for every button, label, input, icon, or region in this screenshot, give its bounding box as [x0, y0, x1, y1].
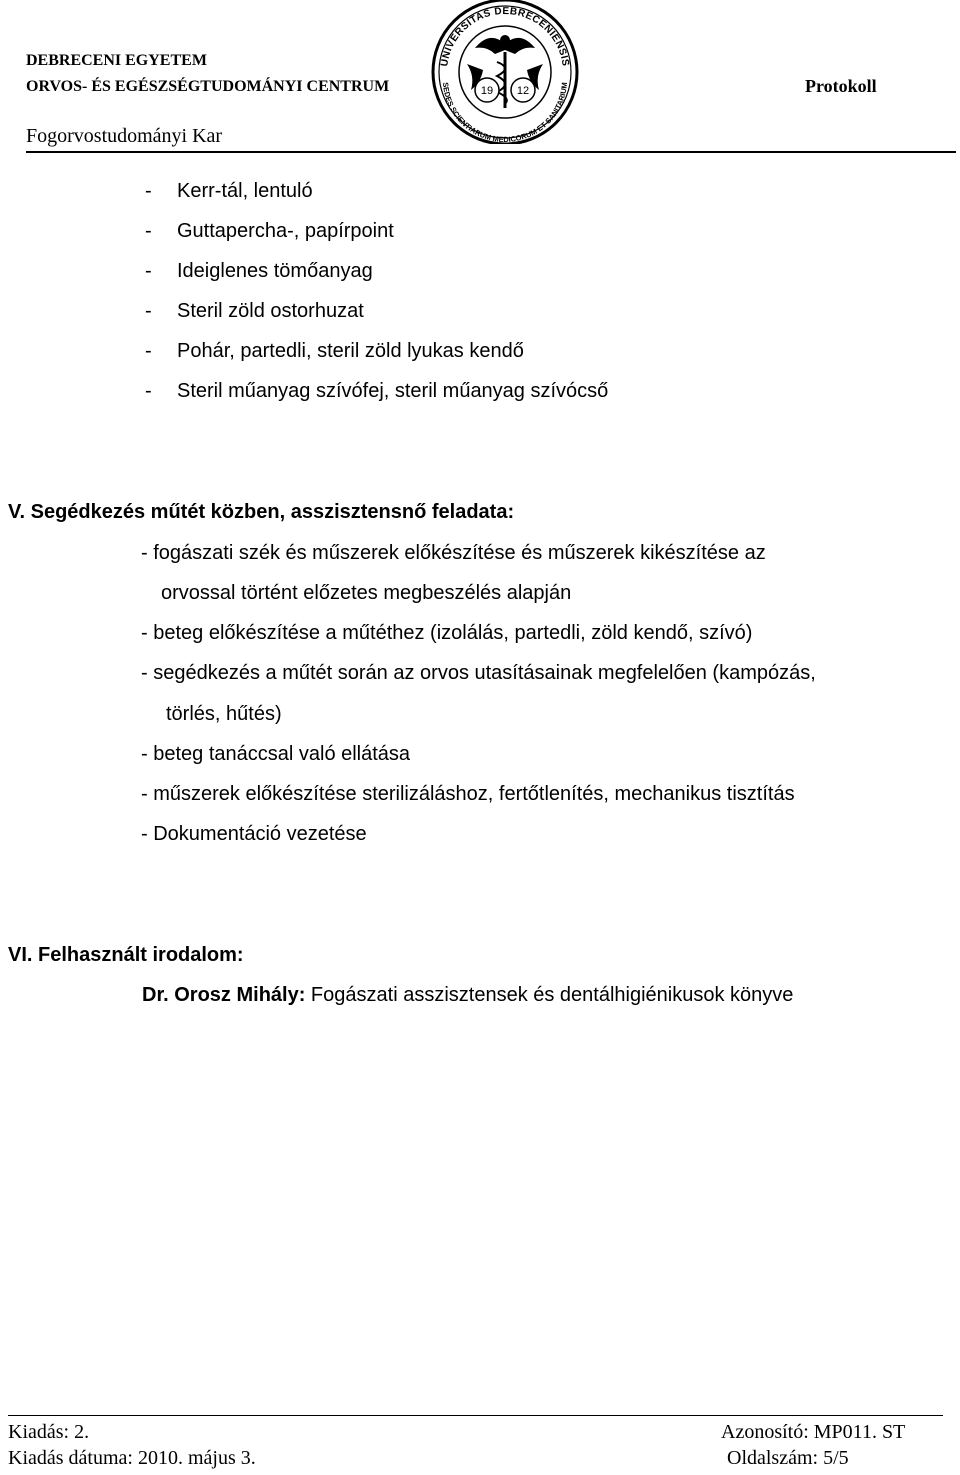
reference-title: Fogászati asszisztensek és dentálhigiénikusok könyve [305, 984, 794, 1006]
svg-text:UNIVERSITAS DEBRECENIENSIS: UNIVERSITAS DEBRECENIENSIS [439, 5, 571, 68]
list-item: - Ideiglenes tömőanyag [145, 260, 373, 282]
list-item: - műszerek előkészítése sterilizáláshoz, fertőtlenítés, mechanikus tisztítás [141, 783, 795, 805]
header-rule [26, 151, 956, 153]
section-5-title: V. Segédkezés műtét közben, asszisztensnő feladata: [8, 501, 515, 523]
svg-text:SEDES SCIENTIARUM MEDICORUM ET: SEDES SCIENTIARUM MEDICORUM ET SANITARIUM [441, 81, 570, 144]
footer-edition: Kiadás: 2. [8, 1421, 90, 1443]
list-item: - Steril zöld ostorhuzat [145, 300, 364, 322]
university-seal-icon [425, 0, 585, 144]
list-item: - Kerr-tál, lentuló [145, 180, 313, 202]
seal-year-right: 12 [516, 85, 530, 97]
reference-entry [142, 984, 793, 1007]
university-name: DEBRECENI EGYETEM [26, 52, 207, 69]
document-type: Protokoll [805, 76, 877, 96]
list-item: - Steril műanyag szívófej, steril műanyag szívócső [145, 380, 609, 402]
list-item: - fogászati szék és műszerek előkészítése és műszerek kikészítése az [141, 542, 766, 564]
list-item: - beteg előkészítése a műtéthez (izolálás, partedli, zöld kendő, szívó) [141, 622, 753, 644]
list-item: orvossal történt előzetes megbeszélés alapján [161, 582, 572, 604]
list-item: törlés, hűtés) [166, 703, 282, 725]
faculty-name: Fogorvostudományi Kar [26, 125, 223, 147]
footer-rule [8, 1415, 943, 1416]
footer-edition-date: Kiadás dátuma: 2010. május 3. [8, 1447, 256, 1469]
section-6-title: VI. Felhasznált irodalom: [8, 944, 244, 966]
footer-identifier: Azonosító: MP011. ST [721, 1421, 906, 1443]
footer-page-number: Oldalszám: 5/5 [727, 1447, 849, 1469]
center-name: ORVOS- ÉS EGÉSZSÉGTUDOMÁNYI CENTRUM [26, 78, 390, 95]
list-item: - Guttapercha-, papírpoint [145, 220, 394, 242]
seal-year-left: 19 [480, 85, 494, 97]
list-item: - Pohár, partedli, steril zöld lyukas kendő [145, 340, 524, 362]
list-item: - Dokumentáció vezetése [141, 823, 367, 845]
list-item: - segédkezés a műtét során az orvos utasításainak megfelelően (kampózás, [141, 662, 816, 684]
list-item: - beteg tanáccsal való ellátása [141, 743, 411, 765]
reference-author: Dr. Orosz Mihály: [142, 984, 306, 1006]
